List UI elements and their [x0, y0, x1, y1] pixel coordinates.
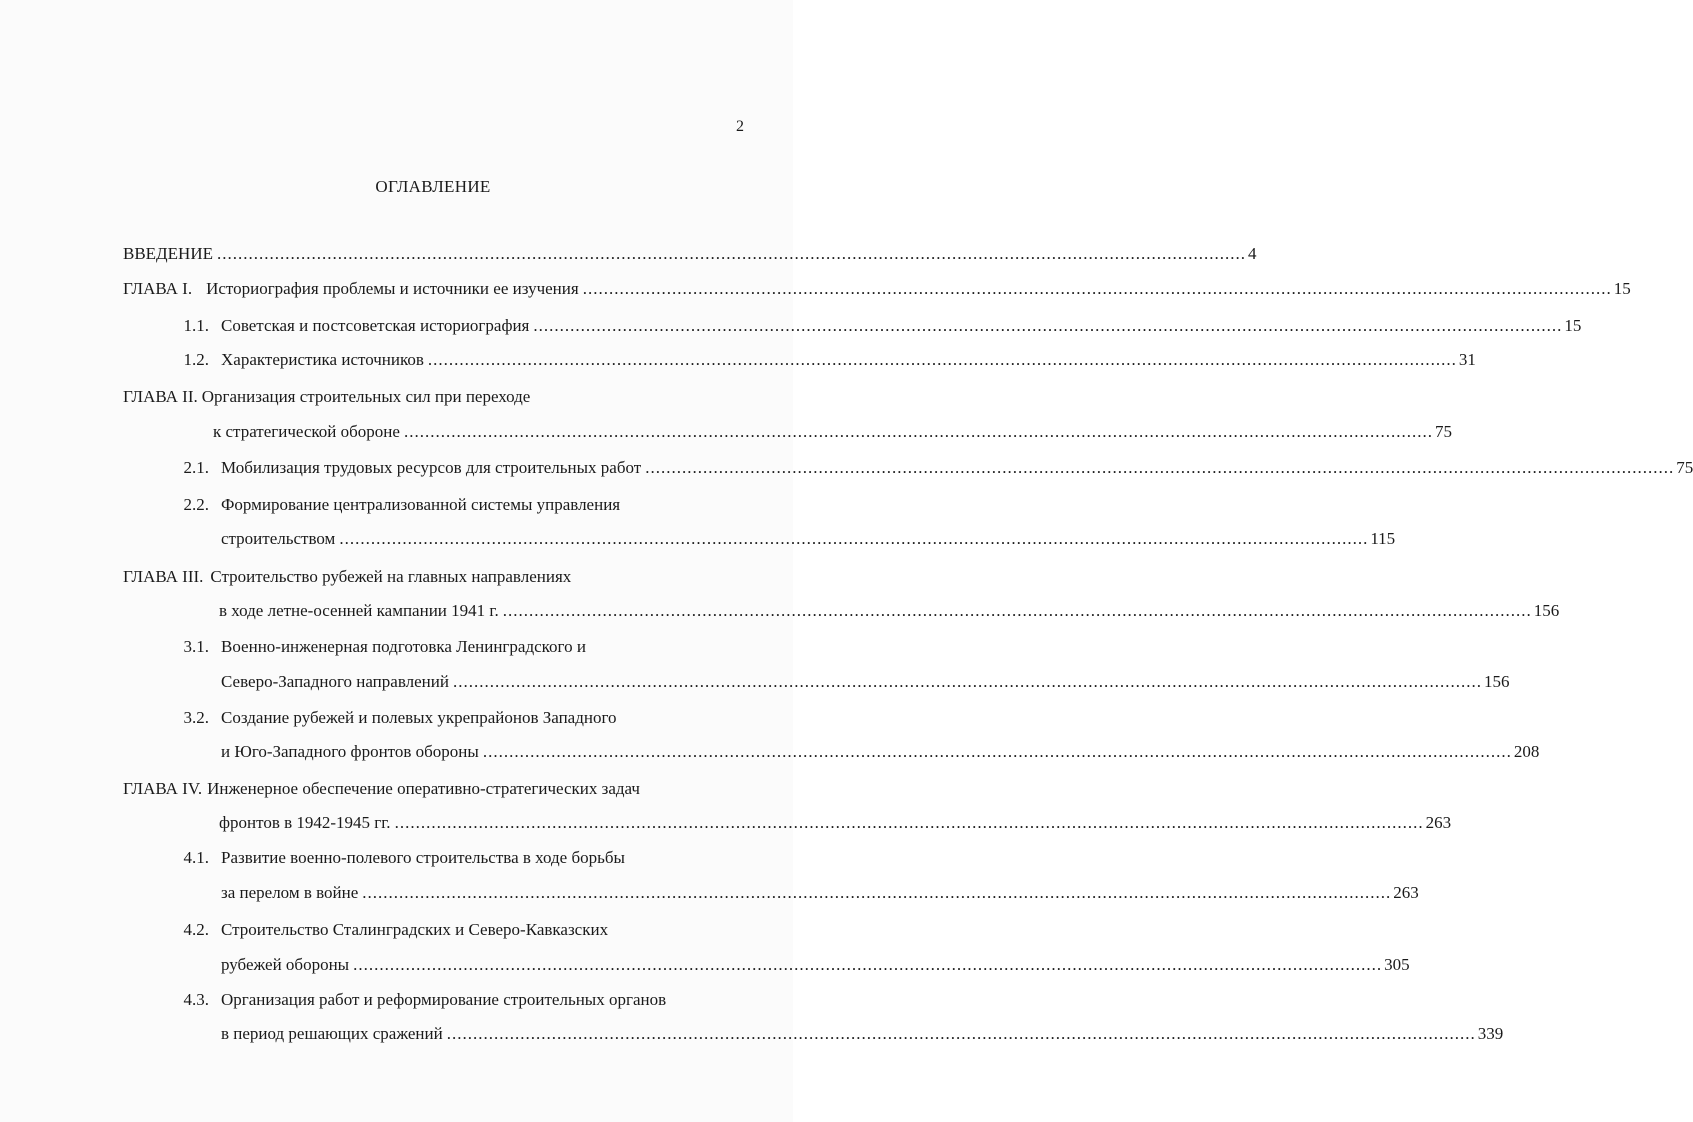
toc-page-number: 305 [1384, 955, 1410, 974]
section-title: Мобилизация трудовых ресурсов для строительных работ [221, 458, 642, 477]
toc-entry-text: ВВЕДЕНИЕ [123, 244, 213, 263]
toc-entry-text [123, 387, 530, 407]
toc-entry-section-3-2-cont[interactable] [221, 742, 1540, 762]
toc-page-number: 208 [1513, 742, 1540, 761]
section-number: 2.1. [183, 458, 209, 477]
dot-leader: .................................................................................................................................................................................................... [403, 422, 1433, 441]
toc-entry-text [167, 637, 586, 657]
dot-leader: .................................................................................................................................................................................................... [427, 350, 1457, 369]
dot-leader: .................................................................................................................................................................................................... [339, 529, 1369, 548]
section-title: Характеристика источников [221, 350, 424, 369]
toc-entry-intro[interactable] [123, 244, 1257, 264]
toc-page-number: 31 [1458, 350, 1476, 369]
section-title-cont: за перелом в войне [221, 883, 359, 902]
chapter-title: Организация строительных сил при переходе [201, 387, 531, 406]
toc-entry-chapter-3[interactable] [123, 567, 747, 587]
toc-entry-section-2-1[interactable] [167, 458, 1693, 478]
chapter-title: Инженерное обеспечение оперативно-стратегических задач [207, 779, 640, 798]
toc-page-number: 15 [1613, 279, 1631, 298]
toc-entry-text [167, 848, 625, 868]
section-title-cont: и Юго-Западного фронтов обороны [221, 742, 479, 761]
toc-page-number: 4 [1247, 244, 1257, 263]
section-number: 2.2. [183, 495, 209, 514]
chapter-label: ГЛАВА II. [123, 387, 198, 406]
section-title: Советская и постсоветская историография [221, 316, 530, 335]
toc-entry-text [167, 316, 529, 336]
toc-entry-text [167, 458, 641, 478]
page-number: 2 [736, 118, 744, 135]
toc-entry-text [123, 779, 640, 799]
toc-entry-chapter-1[interactable] [123, 279, 1631, 299]
toc-page-number: 263 [1393, 883, 1419, 902]
toc-entry-section-3-2[interactable] [167, 708, 747, 728]
section-title: Развитие военно-полевого строительства в ходе борьбы [221, 848, 625, 867]
toc-entry-section-1-2[interactable] [167, 350, 1476, 370]
chapter-label: ГЛАВА IV. [123, 779, 203, 798]
toc-page-number: 156 [1483, 672, 1510, 691]
toc-entry-section-4-2-cont[interactable] [221, 955, 1410, 975]
toc-entry-section-4-2[interactable] [167, 920, 747, 940]
toc-page-number: 115 [1370, 529, 1396, 548]
toc-entry-section-2-2-cont[interactable] [221, 529, 1396, 549]
toc-entry-text [167, 495, 620, 515]
toc-entry-text [167, 708, 617, 728]
toc-entry-text [167, 920, 608, 940]
dot-leader: .................................................................................................................................................................................................... [452, 672, 1482, 691]
toc-entry-text [167, 350, 424, 370]
toc-entry-chapter-4[interactable] [123, 779, 747, 799]
toc-entry-chapter-2[interactable] [123, 387, 747, 407]
section-number: 4.2. [183, 920, 209, 939]
toc-entry-section-2-2[interactable] [167, 495, 747, 515]
dot-leader: .................................................................................................................................................................................................... [353, 955, 1383, 974]
toc-entry-section-3-1[interactable] [167, 637, 747, 657]
toc-entry-section-4-1-cont[interactable] [221, 883, 1419, 903]
toc-entry-chapter-4-cont[interactable] [219, 813, 1452, 833]
dot-leader: .................................................................................................................................................................................................... [533, 316, 1563, 335]
section-title-cont: в период решающих сражений [221, 1024, 443, 1043]
dot-leader: .................................................................................................................................................................................................... [446, 1024, 1476, 1043]
toc-page-number: 263 [1425, 813, 1452, 832]
toc-entry-text [123, 279, 579, 299]
toc-page-number: 339 [1477, 1024, 1504, 1043]
toc-entry-chapter-2-cont[interactable] [213, 422, 1452, 442]
toc-entry-section-4-1[interactable] [167, 848, 747, 868]
toc-page-number: 75 [1676, 458, 1693, 477]
section-number: 3.1. [183, 637, 209, 656]
chapter-title-cont: в ходе летне-осенней кампании 1941 г. [219, 601, 499, 620]
page-title: ОГЛАВЛЕНИЕ [375, 177, 491, 196]
section-title: Формирование централизованной системы управления [221, 495, 621, 514]
chapter-label: ГЛАВА I. [123, 279, 193, 298]
section-title: Создание рубежей и полевых укрепрайонов Западного [221, 708, 617, 727]
dot-leader: .................................................................................................................................................................................................... [645, 458, 1675, 477]
toc-entry-chapter-3-cont[interactable] [219, 601, 1560, 621]
dot-leader: .................................................................................................................................................................................................... [362, 883, 1392, 902]
section-number: 4.1. [183, 848, 209, 867]
chapter-title-cont: к стратегической обороне [213, 422, 400, 441]
chapter-title: Историография проблемы и источники ее изучения [206, 279, 579, 298]
toc-entry-text [123, 567, 571, 587]
dot-leader: .................................................................................................................................................................................................... [216, 244, 1246, 263]
section-number: 4.3. [183, 990, 209, 1009]
section-number: 1.1. [183, 316, 209, 335]
toc-page-number: 156 [1533, 601, 1560, 620]
chapter-title: Строительство рубежей на главных направлениях [210, 567, 572, 586]
section-title: Военно-инженерная подготовка Ленинградского и [221, 637, 586, 656]
section-title-cont: строительством [221, 529, 336, 548]
toc-page-number: 75 [1434, 422, 1452, 441]
section-title: Организация работ и реформирование строительных органов [221, 990, 667, 1009]
section-title: Строительство Сталинградских и Северо-Кавказских [221, 920, 609, 939]
dot-leader: .................................................................................................................................................................................................... [582, 279, 1612, 298]
toc-entry-text [167, 990, 666, 1010]
toc-entry-section-4-3[interactable] [167, 990, 747, 1010]
dot-leader: .................................................................................................................................................................................................... [482, 742, 1512, 761]
dot-leader: .................................................................................................................................................................................................... [502, 601, 1532, 620]
section-number: 1.2. [183, 350, 209, 369]
section-title-cont: Северо-Западного направлений [221, 672, 449, 691]
chapter-title-cont: фронтов в 1942-1945 гг. [219, 813, 391, 832]
toc-entry-section-1-1[interactable] [167, 316, 1582, 336]
toc-page-number: 15 [1564, 316, 1582, 335]
section-number: 3.2. [183, 708, 209, 727]
dot-leader: .................................................................................................................................................................................................... [394, 813, 1424, 832]
toc-entry-section-3-1-cont[interactable] [221, 672, 1510, 692]
chapter-label: ГЛАВА III. [123, 567, 204, 586]
section-title-cont: рубежей обороны [221, 955, 350, 974]
toc-entry-section-4-3-cont[interactable] [221, 1024, 1504, 1044]
